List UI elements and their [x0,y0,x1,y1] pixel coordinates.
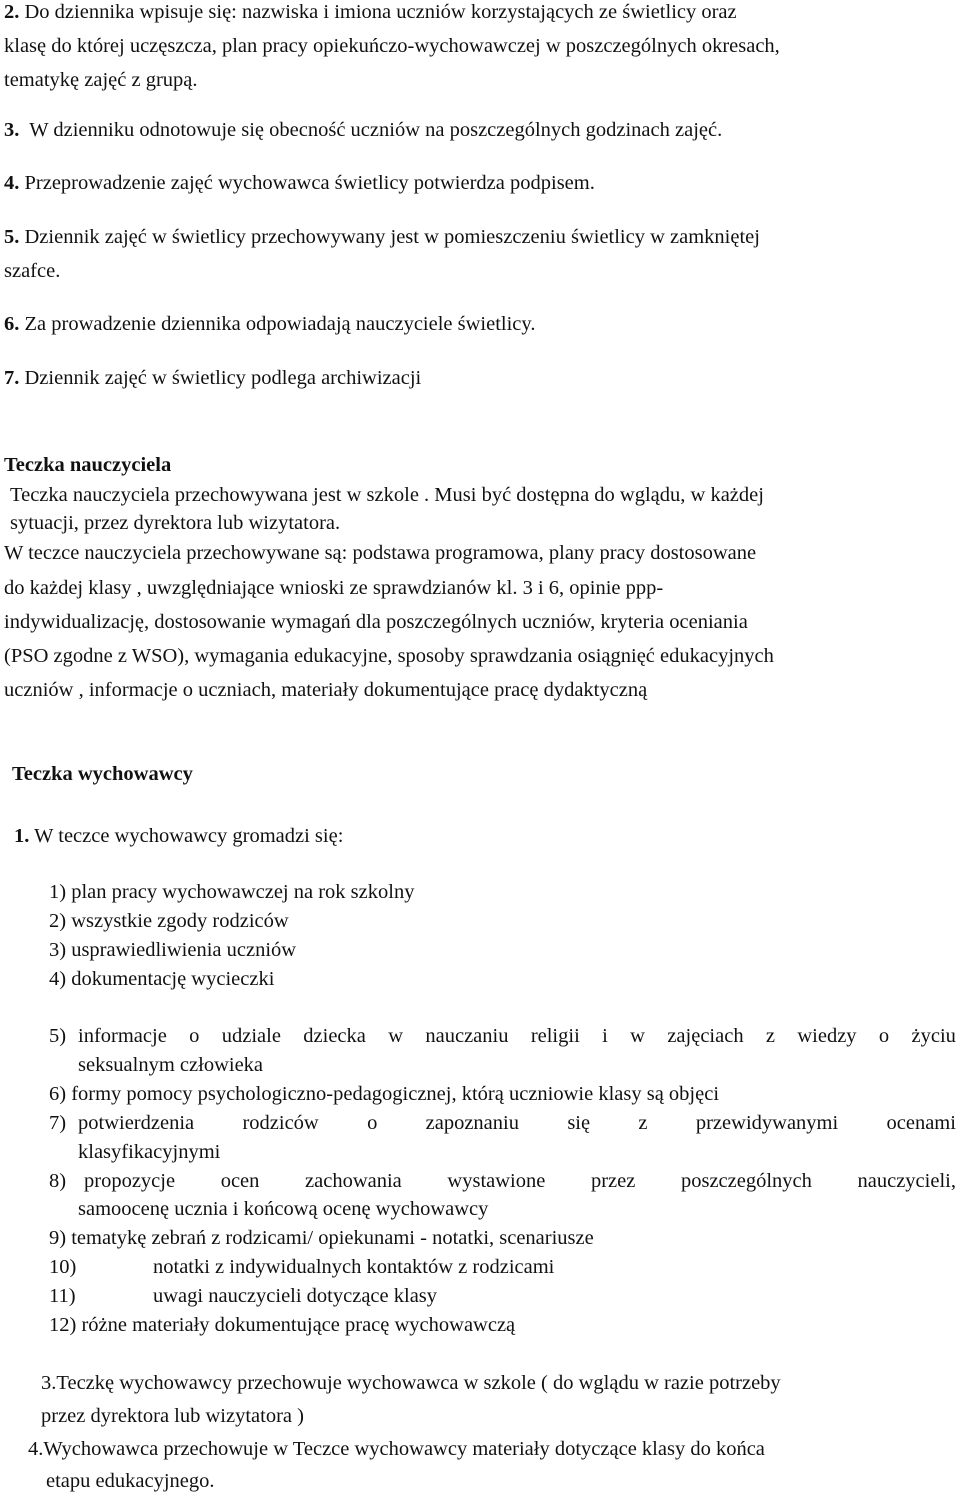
item-5-number: 5. [4,226,20,248]
list-item-5-line-2: seksualnym człowieka [78,1054,264,1076]
justified-word: udziale [221,1025,281,1047]
item-7 [4,368,421,389]
list-item-number: 2) [49,910,67,932]
teczka-wychowawcy-p3-line-2: przez dyrektora lub wizytatora ) [41,1405,304,1427]
teczka-nauczyciela-p2-line-4: (PSO zgodne z WSO), wymagania edukacyjne, sposoby sprawdzania osiągnięć edukacyjnych [4,645,774,667]
list-item-number: 1) [49,881,67,903]
item-2-text: Do dziennika wpisuje się: nazwiska i imiona uczniów korzystających ze świetlicy oraz [24,1,737,23]
list-item-11-number: 11) [49,1285,76,1307]
list-item-number: 9) [49,1227,67,1249]
teczka-nauczyciela-p1-line-2: sytuacji, przez dyrektora lub wizytatora. [10,512,341,534]
item-2-line-3: tematykę zajęć z grupą. [4,69,198,91]
teczka-wychowawcy-p1-number: 1. [14,825,30,847]
teczka-wychowawcy-p1-text: W teczce wychowawcy gromadzi się: [34,825,344,847]
teczka-nauczyciela-heading: Teczka nauczyciela [4,454,172,476]
item-6 [4,314,535,335]
list-item-10-number: 10) [49,1256,77,1278]
list-item-text: wszystkie zgody rodziców [71,910,289,932]
justified-word: o [189,1025,200,1047]
justified-word: o [367,1112,378,1134]
item-2-number: 2. [4,1,20,23]
list-item-5-number: 5) [49,1025,67,1047]
item-7-number: 7. [4,367,20,389]
list-item-text: różne materiały dokumentujące pracę wychowawczą [81,1314,516,1336]
justified-word: zajęciach [667,1025,744,1047]
list-item [49,911,289,932]
item-4-text: Przeprowadzenie zajęć wychowawca świetlicy potwierdza podpisem. [24,172,595,194]
teczka-nauczyciela-p2-line-1: W teczce nauczyciela przechowywane są: podstawa programowa, plany pracy dostosowane [4,542,757,564]
justified-word: propozycje [84,1170,176,1192]
justified-word: religii [530,1025,580,1047]
justified-word: przez [590,1170,636,1192]
teczka-nauczyciela-p1-line-1: Teczka nauczyciela przechowywana jest w szkole . Musi być dostępna do wglądu, w każdej [10,484,764,506]
item-5-line-2: szafce. [4,260,61,282]
item-5-text: Dziennik zajęć w świetlicy przechowywany jest w pomieszczeniu świetlicy w zamkniętej [24,226,760,248]
teczka-nauczyciela-p2-line-3: indywidualizację, dostosowanie wymagań dla poszczególnych uczniów, kryteria oceniania [4,611,748,633]
item-2-line-1 [4,2,737,23]
list-item-8-line-2: samoocenę ucznia i końcową ocenę wychowawcy [78,1198,489,1220]
list-item [49,969,274,990]
list-item-11-text: uwagi nauczycieli dotyczące klasy [153,1285,438,1307]
justified-word: wiedzy [797,1025,857,1047]
justified-word: się [567,1112,591,1134]
justified-word: wystawione [447,1170,546,1192]
justified-word: poszczególnych [680,1170,812,1192]
list-item-number: 4) [49,968,67,990]
justified-word: w [388,1025,404,1047]
justified-word: dziecka [303,1025,366,1047]
teczka-wychowawcy-heading: Teczka wychowawcy [12,763,193,785]
list-item-text: usprawiedliwienia uczniów [71,939,297,961]
item-4 [4,173,595,194]
list-item-7-number: 7) [49,1112,67,1134]
justified-word: z [638,1112,648,1134]
justified-word: rodziców [242,1112,319,1134]
item-2-line-2: klasę do której uczęszcza, plan pracy opiekuńczo-wychowawczej w poszczególnych okresach, [4,35,780,57]
list-item-number: 12) [49,1314,77,1336]
justified-word: potwierdzenia [78,1112,195,1134]
justified-word: przewidywanymi [695,1112,839,1134]
justified-word: w [630,1025,645,1047]
list-item [49,940,296,961]
list-item-10-text: notatki z indywidualnych kontaktów z rodzicami [153,1256,555,1278]
item-6-text: Za prowadzenie dziennika odpowiadają nauczyciele świetlicy. [24,313,536,335]
list-item-7-line-1 [78,1113,956,1134]
justified-word: ocenami [886,1112,956,1134]
item-3-text: W dzienniku odnotowuje się obecność uczniów na poszczególnych godzinach zajęć. [29,119,723,141]
list-item-text: formy pomocy psychologiczno-pedagogicznej, którą uczniowie klasy są objęci [71,1083,720,1105]
list-item-7-line-2: klasyfikacyjnymi [78,1141,221,1163]
teczka-nauczyciela-p2-line-2: do każdej klasy , uwzględniające wnioski ze sprawdzianów kl. 3 i 6, opinie ppp- [4,577,664,599]
teczka-wychowawcy-p4-line-2: etapu edukacyjnego. [46,1470,215,1492]
item-7-text: Dziennik zajęć w świetlicy podlega archiwizacji [24,367,422,389]
list-item-8-line-1 [84,1171,956,1192]
justified-word: życiu [911,1025,956,1047]
list-item-number: 3) [49,939,67,961]
justified-word: z [765,1025,776,1047]
item-6-number: 6. [4,313,20,335]
list-item-8-number: 8) [49,1170,67,1192]
list-item-text: tematykę zebrań z rodzicami/ opiekunami - notatki, scenariusze [71,1227,594,1249]
item-5-line-1 [4,227,760,248]
justified-word: o [878,1025,890,1047]
item-3-number: 3. [4,119,20,141]
teczka-wychowawcy-p4-line-1: 4.Wychowawca przechowuje w Teczce wychowawcy materiały dotyczące klasy do końca [28,1438,765,1460]
list-item [49,1084,719,1105]
item-4-number: 4. [4,172,20,194]
justified-word: i [602,1025,608,1047]
teczka-nauczyciela-p2-line-5: uczniów , informacje o uczniach, materiały dokumentujące pracę dydaktyczną [4,679,648,701]
teczka-wychowawcy-p1 [14,826,343,847]
list-item-text: dokumentację wycieczki [71,968,275,990]
list-item-text: plan pracy wychowawczej na rok szkolny [71,881,415,903]
list-item [49,882,414,903]
justified-word: ocen [220,1170,260,1192]
justified-word: zapoznaniu [425,1112,519,1134]
list-item [49,1315,515,1336]
list-item-5-line-1 [78,1026,956,1047]
item-3 [4,120,722,141]
list-item [49,1228,594,1249]
justified-word: nauczycieli, [857,1170,956,1192]
teczka-wychowawcy-p3-line-1: 3.Teczkę wychowawcy przechowuje wychowawca w szkole ( do wglądu w razie potrzeby [41,1372,781,1394]
justified-word: informacje [78,1025,167,1047]
justified-word: nauczaniu [425,1025,509,1047]
justified-word: zachowania [305,1170,402,1192]
list-item-number: 6) [49,1083,67,1105]
